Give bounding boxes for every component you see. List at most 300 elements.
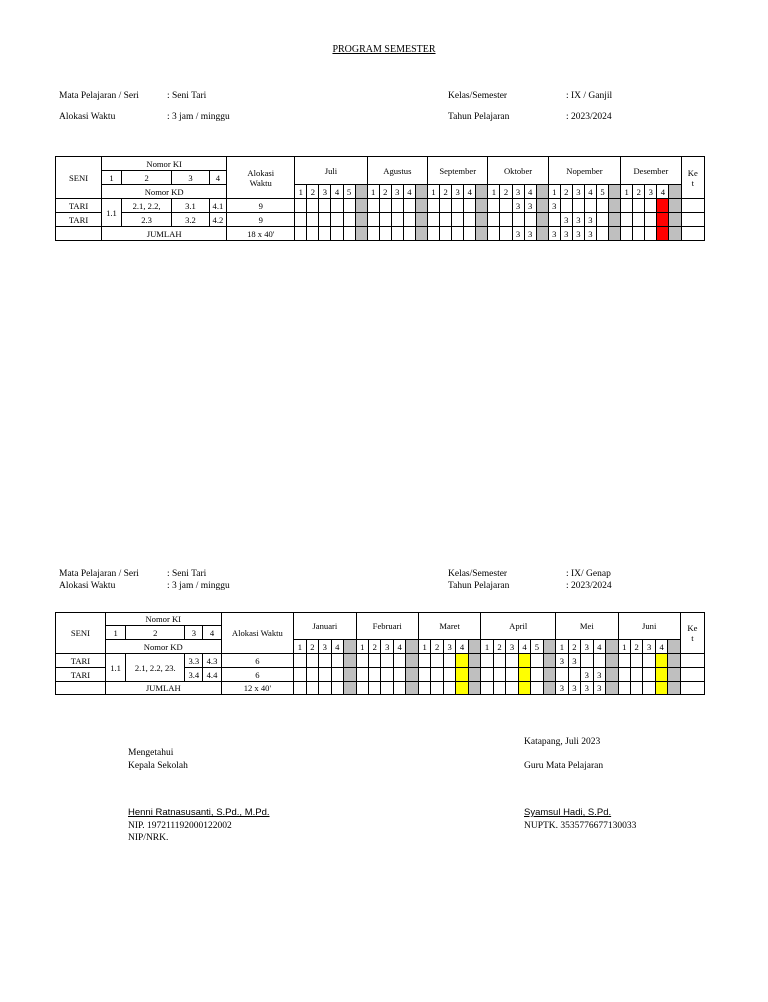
week-cell (500, 199, 512, 213)
week-cell (403, 213, 415, 227)
week-number: 4 (403, 185, 415, 199)
month-header: Agustus (367, 157, 427, 185)
separator-cell (415, 199, 427, 213)
kd3-cell: 3.4 (185, 668, 203, 682)
separator-cell (668, 640, 680, 654)
week-cell (307, 227, 319, 241)
week-cell (319, 654, 331, 668)
separator-cell (415, 213, 427, 227)
seni-cell: TARI (56, 199, 102, 213)
week-number: 2 (306, 640, 318, 654)
separator-cell (476, 213, 488, 227)
week-number: 1 (294, 640, 306, 654)
week-number: 1 (356, 640, 368, 654)
week-cell (633, 199, 645, 213)
week-cell (572, 199, 584, 213)
week-cell (418, 668, 430, 682)
week-cell (621, 199, 633, 213)
separator-cell (355, 199, 367, 213)
separator-cell (355, 213, 367, 227)
week-cell (464, 213, 476, 227)
ki-number: 2 (126, 626, 185, 640)
week-cell: 3 (584, 227, 596, 241)
week-cell (488, 199, 500, 213)
week-number: 3 (643, 640, 655, 654)
week-number: 3 (645, 185, 657, 199)
ket-header: Ke t (681, 157, 704, 199)
ket-cell (681, 199, 704, 213)
week-cell: 3 (556, 682, 568, 695)
separator-cell (543, 640, 555, 654)
school-year-label: Tahun Pelajaran (448, 112, 510, 122)
blank-cell (56, 227, 102, 241)
week-cell (488, 227, 500, 241)
ket-cell (680, 654, 704, 668)
separator-cell (355, 185, 367, 199)
week-cell (443, 668, 455, 682)
ket-cell (681, 227, 704, 241)
week-cell (367, 227, 379, 241)
month-header: Juli (295, 157, 367, 185)
week-cell (464, 199, 476, 213)
seni-cell: TARI (56, 668, 106, 682)
highlight-cell (655, 668, 667, 682)
week-number: 3 (506, 640, 518, 654)
week-cell (440, 213, 452, 227)
separator-cell (606, 654, 618, 668)
week-number: 3 (512, 185, 524, 199)
week-cell: 3 (548, 199, 560, 213)
week-cell: 3 (584, 213, 596, 227)
week-cell (331, 668, 343, 682)
week-cell (379, 227, 391, 241)
principal-nip-nrk: NIP/NRK. (128, 833, 169, 843)
week-cell: 3 (560, 227, 572, 241)
week-number: 4 (655, 640, 667, 654)
week-cell (452, 213, 464, 227)
week-cell (633, 227, 645, 241)
separator-cell (536, 227, 548, 241)
week-cell (431, 682, 443, 695)
principal-name: Henni Ratnasusanti, S.Pd., M.Pd. (128, 807, 270, 818)
ki-number: 3 (172, 171, 209, 185)
week-cell (481, 668, 493, 682)
week-cell (506, 654, 518, 668)
week-cell (306, 682, 318, 695)
week-number: 4 (657, 185, 669, 199)
month-header: Maret (418, 613, 480, 640)
week-cell: 3 (512, 227, 524, 241)
week-cell (560, 199, 572, 213)
kd4-cell: 4.1 (209, 199, 227, 213)
week-cell (630, 654, 642, 668)
highlight-cell (655, 682, 667, 695)
highlight-cell (657, 227, 669, 241)
week-cell (393, 682, 405, 695)
week-cell (356, 654, 368, 668)
week-number: 3 (443, 640, 455, 654)
week-number: 2 (440, 185, 452, 199)
week-cell (645, 199, 657, 213)
week-cell (295, 227, 307, 241)
ki-number: 4 (203, 626, 221, 640)
week-cell: 3 (572, 213, 584, 227)
week-cell (319, 227, 331, 241)
week-number: 2 (568, 640, 580, 654)
week-cell (369, 654, 381, 668)
week-cell (381, 682, 393, 695)
kd4-cell: 4.4 (203, 668, 221, 682)
week-number: 1 (548, 185, 560, 199)
week-number: 5 (596, 185, 608, 199)
kd2-cell: 2.3 (121, 213, 171, 227)
ki-number: 4 (209, 171, 227, 185)
week-number: 3 (581, 640, 593, 654)
subject-label: Mata Pelajaran / Seri (59, 569, 139, 579)
month-header: Februari (356, 613, 418, 640)
week-cell (381, 654, 393, 668)
week-cell (319, 668, 331, 682)
week-number: 1 (295, 185, 307, 199)
time-allocation-label: Alokasi Waktu (59, 112, 116, 122)
week-cell: 3 (593, 682, 605, 695)
week-cell (618, 668, 630, 682)
seni-cell: TARI (56, 654, 106, 668)
week-cell (391, 199, 403, 213)
week-cell (331, 227, 343, 241)
week-cell (331, 199, 343, 213)
week-number: 2 (493, 640, 505, 654)
separator-cell (536, 199, 548, 213)
alokasi-cell: 9 (227, 213, 295, 227)
class-semester-label: Kelas/Semester (448, 569, 508, 579)
week-number: 3 (381, 640, 393, 654)
week-number: 1 (367, 185, 379, 199)
ket-cell (680, 668, 704, 682)
week-cell (506, 682, 518, 695)
week-number: 4 (593, 640, 605, 654)
week-cell (568, 668, 580, 682)
kd4-cell: 4.2 (209, 213, 227, 227)
week-cell: 3 (556, 654, 568, 668)
week-number: 1 (556, 640, 568, 654)
ket-header: Ke t (680, 613, 704, 654)
alokasi-cell: 6 (221, 668, 294, 682)
ki-number: 2 (121, 171, 171, 185)
week-number: 4 (393, 640, 405, 654)
separator-cell (344, 682, 357, 695)
month-header: Mei (556, 613, 618, 640)
separator-cell (344, 640, 357, 654)
kd4-cell: 4.3 (203, 654, 221, 668)
separator-cell (609, 213, 621, 227)
week-cell (630, 682, 642, 695)
week-cell (593, 654, 605, 668)
separator-cell (609, 199, 621, 213)
week-cell (428, 213, 440, 227)
kd3-cell: 3.3 (185, 654, 203, 668)
month-header: Nopember (548, 157, 620, 185)
jumlah-label: JUMLAH (102, 227, 227, 241)
subject-value: : Seni Tari (167, 91, 207, 101)
week-cell: 3 (572, 227, 584, 241)
separator-cell (415, 227, 427, 241)
subject-label: Mata Pelajaran / Seri (59, 91, 139, 101)
week-cell (618, 682, 630, 695)
week-number: 1 (618, 640, 630, 654)
week-cell (643, 682, 655, 695)
week-cell (391, 213, 403, 227)
week-cell (431, 668, 443, 682)
week-cell (645, 227, 657, 241)
week-number: 2 (500, 185, 512, 199)
week-cell (596, 199, 608, 213)
week-number: 2 (379, 185, 391, 199)
week-cell (531, 668, 543, 682)
separator-cell (344, 654, 357, 668)
highlight-cell (456, 654, 468, 668)
week-cell (295, 213, 307, 227)
jumlah-value: 12 x 40' (221, 682, 294, 695)
week-cell (294, 682, 306, 695)
week-number: 3 (391, 185, 403, 199)
month-header: April (481, 613, 556, 640)
page-title: PROGRAM SEMESTER (332, 44, 436, 55)
week-cell (369, 668, 381, 682)
school-year-value: : 2023/2024 (566, 581, 612, 591)
kd1-cell: 1.1 (102, 199, 122, 227)
week-cell (506, 668, 518, 682)
school-year-value: : 2023/2024 (566, 112, 612, 122)
week-cell (531, 682, 543, 695)
month-header: Desember (621, 157, 681, 185)
week-cell (367, 213, 379, 227)
week-cell (393, 654, 405, 668)
time-allocation-value: : 3 jam / minggu (167, 112, 230, 122)
separator-cell (606, 668, 618, 682)
separator-cell (406, 668, 419, 682)
separator-cell (476, 227, 488, 241)
week-cell: 3 (568, 682, 580, 695)
week-cell: 3 (524, 199, 536, 213)
week-cell (440, 199, 452, 213)
week-cell (493, 668, 505, 682)
week-number: 4 (456, 640, 468, 654)
kd2-cell: 2.1, 2.2, 23. (126, 654, 185, 682)
separator-cell (609, 185, 621, 199)
place-date: Katapang, Juli 2023 (524, 737, 601, 747)
week-cell (488, 213, 500, 227)
separator-cell (543, 682, 555, 695)
week-cell (369, 682, 381, 695)
week-cell (618, 654, 630, 668)
principal-nip: NIP. 197211192000122002 (128, 821, 232, 831)
week-cell: 3 (568, 654, 580, 668)
week-cell (418, 654, 430, 668)
week-cell (464, 227, 476, 241)
week-cell (428, 199, 440, 213)
week-number: 5 (343, 185, 355, 199)
week-cell (500, 213, 512, 227)
separator-cell (415, 185, 427, 199)
separator-cell (668, 668, 680, 682)
week-cell: 3 (548, 227, 560, 241)
separator-cell (406, 682, 419, 695)
week-cell (630, 668, 642, 682)
separator-cell (406, 640, 419, 654)
highlight-cell (456, 668, 468, 682)
alokasi-cell: 9 (227, 199, 295, 213)
week-number: 2 (431, 640, 443, 654)
blank-cell (56, 682, 106, 695)
seni-header: SENI (56, 613, 106, 654)
week-cell (306, 668, 318, 682)
week-cell: 3 (593, 668, 605, 682)
week-number: 4 (524, 185, 536, 199)
week-number: 3 (319, 185, 331, 199)
week-cell: 3 (560, 213, 572, 227)
week-number: 1 (621, 185, 633, 199)
time-allocation-value: : 3 jam / minggu (167, 581, 230, 591)
month-header: Oktober (488, 157, 548, 185)
week-cell (452, 227, 464, 241)
nomor-kd-header: Nomor KD (102, 185, 227, 199)
week-cell (381, 668, 393, 682)
separator-cell (668, 654, 680, 668)
week-cell (645, 213, 657, 227)
kd3-cell: 3.1 (172, 199, 209, 213)
week-cell (307, 213, 319, 227)
month-header: Januari (294, 613, 356, 640)
semester-2-program-table (55, 612, 705, 695)
week-number: 4 (331, 640, 343, 654)
separator-cell (543, 654, 555, 668)
week-cell (295, 199, 307, 213)
week-cell (393, 668, 405, 682)
nomor-ki-header: Nomor KI (105, 613, 221, 626)
highlight-cell (657, 213, 669, 227)
seni-header: SENI (56, 157, 102, 199)
subject-value: : Seni Tari (167, 569, 207, 579)
separator-cell (344, 668, 357, 682)
week-cell (306, 654, 318, 668)
separator-cell (669, 199, 681, 213)
alokasi-cell: 6 (221, 654, 294, 668)
nomor-ki-header: Nomor KI (102, 157, 227, 171)
week-cell (307, 199, 319, 213)
week-cell (319, 682, 331, 695)
week-cell (584, 199, 596, 213)
week-cell (596, 227, 608, 241)
jumlah-label: JUMLAH (105, 682, 221, 695)
ki-number: 3 (185, 626, 203, 640)
jumlah-value: 18 x 40' (227, 227, 295, 241)
separator-cell (468, 654, 481, 668)
week-cell (356, 682, 368, 695)
kd2-cell: 2.1, 2.2, (121, 199, 171, 213)
teacher-nuptk: NUPTK. 3535776677130033 (524, 821, 637, 831)
week-number: 4 (518, 640, 530, 654)
week-number: 3 (452, 185, 464, 199)
week-cell (294, 654, 306, 668)
week-number: 1 (481, 640, 493, 654)
week-number: 4 (331, 185, 343, 199)
teacher-name: Syamsul Hadi, S.Pd. (524, 807, 612, 818)
week-cell (319, 199, 331, 213)
week-cell (294, 668, 306, 682)
week-cell (621, 227, 633, 241)
week-cell (431, 654, 443, 668)
week-number: 1 (428, 185, 440, 199)
week-cell (531, 654, 543, 668)
week-cell (428, 227, 440, 241)
separator-cell (468, 668, 481, 682)
separator-cell (669, 185, 681, 199)
week-number: 4 (464, 185, 476, 199)
week-cell (493, 682, 505, 695)
week-cell (443, 654, 455, 668)
week-number: 3 (572, 185, 584, 199)
week-cell (643, 668, 655, 682)
separator-cell (536, 185, 548, 199)
separator-cell (468, 682, 481, 695)
week-cell (319, 213, 331, 227)
separator-cell (476, 199, 488, 213)
separator-cell (406, 654, 419, 668)
week-cell (512, 213, 524, 227)
class-semester-label: Kelas/Semester (448, 91, 508, 101)
week-cell (379, 213, 391, 227)
week-cell (481, 682, 493, 695)
teacher-title: Guru Mata Pelajaran (524, 761, 604, 771)
week-cell (331, 654, 343, 668)
ket-cell (681, 213, 704, 227)
week-cell (403, 227, 415, 241)
highlight-cell (518, 682, 530, 695)
ki-number: 1 (105, 626, 125, 640)
kd3-cell: 3.2 (172, 213, 209, 227)
week-number: 1 (488, 185, 500, 199)
highlight-cell (518, 654, 530, 668)
week-cell: 3 (581, 668, 593, 682)
highlight-cell (655, 654, 667, 668)
semester-1-program-table (55, 156, 705, 241)
week-number: 2 (560, 185, 572, 199)
week-cell (581, 654, 593, 668)
week-cell: 3 (581, 682, 593, 695)
separator-cell (606, 640, 618, 654)
week-cell (331, 213, 343, 227)
week-cell (343, 227, 355, 241)
acknowledged-label: Mengetahui (128, 748, 174, 758)
separator-cell (609, 227, 621, 241)
week-cell (633, 213, 645, 227)
week-number: 1 (418, 640, 430, 654)
highlight-cell (456, 682, 468, 695)
week-cell: 3 (524, 227, 536, 241)
week-cell (367, 199, 379, 213)
kd1-cell: 1.1 (105, 654, 125, 682)
principal-title: Kepala Sekolah (128, 761, 188, 771)
school-year-label: Tahun Pelajaran (448, 581, 510, 591)
week-cell (621, 213, 633, 227)
nomor-kd-header: Nomor KD (105, 640, 221, 654)
separator-cell (536, 213, 548, 227)
highlight-cell (518, 668, 530, 682)
week-cell (343, 213, 355, 227)
month-header: Juni (618, 613, 680, 640)
ki-number: 1 (102, 171, 122, 185)
